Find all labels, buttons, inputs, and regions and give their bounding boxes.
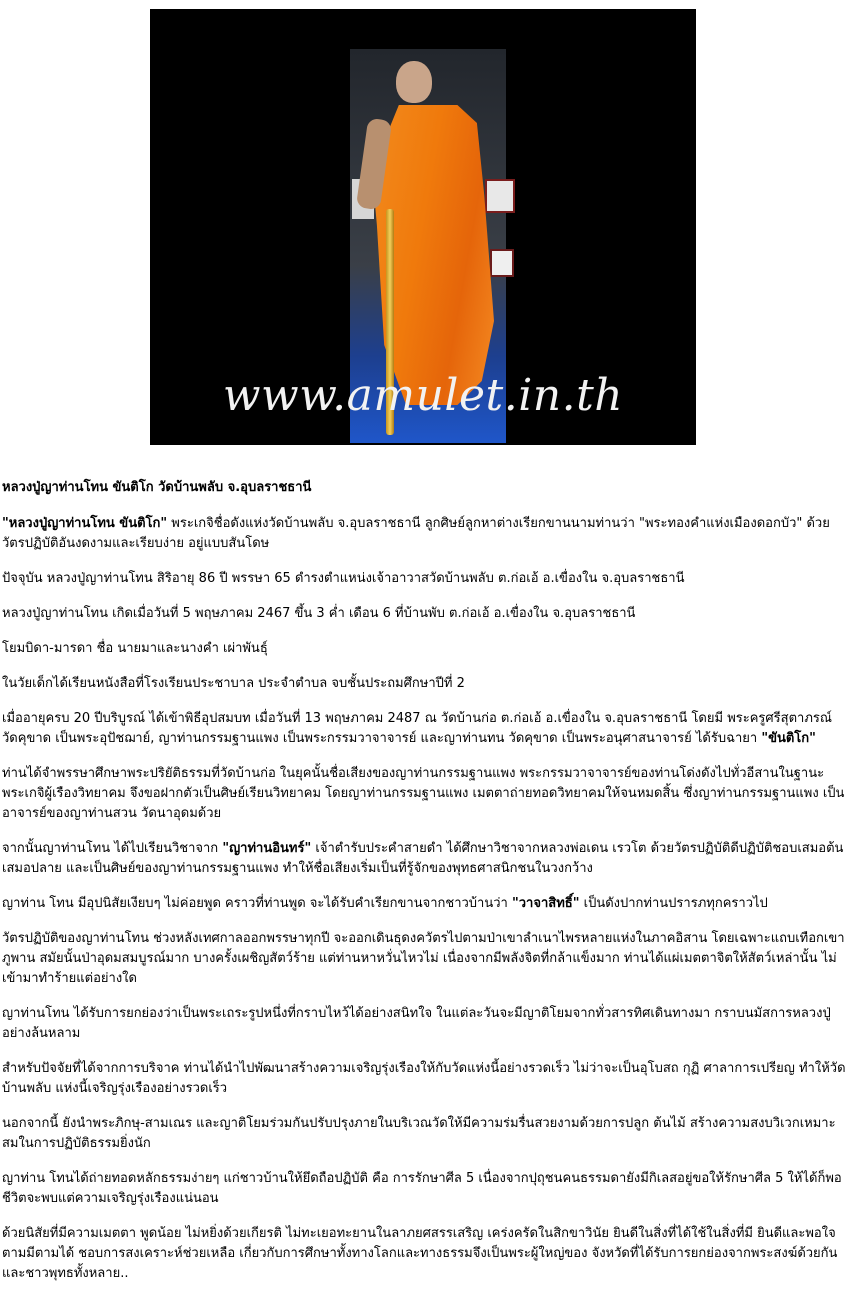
paragraph-teachings: ญาท่าน โทนได้ถ่ายทอดหลักธรรมง่ายๆ แก่ชาวบ้านให้ยึดถือปฏิบัติ คือ การรักษาศีล 5 เนื่องจากปุถุชนคนธรรมดายังมีกิเลสอยู่ขอให้รักษาศีล 5 ให้ได้ก็พอชีวิตจะพบแต่ความเจริญรุ่งเรืองแน่นอน (2, 1171, 842, 1206)
wall-frame-right (485, 179, 515, 213)
monastic-name-bold: "ขันติโก" (761, 731, 816, 746)
article-body (2, 478, 846, 1299)
wall-frame-right-lower (490, 249, 514, 277)
photo-watermark: www.amulet.in.th (222, 370, 624, 421)
monk-head (396, 61, 432, 103)
paragraph-reverence: ญาท่านโทน ได้รับการยกย่องว่าเป็นพระเถระรูปหนึ่งที่กราบไหว้ได้อย่างสนิทใจ ในแต่ละวันจะมีญาติโยมจากทั่วสารทิศเดินทางมา กราบนมัสการหลวงปู่อย่างล้นหลาม (2, 1006, 831, 1041)
teacher-name-bold: "ญาท่านอินทร์" (222, 841, 312, 856)
article-title: หลวงปู่ญาท่านโทน ขันติโก วัดบ้านพลับ จ.อุบลราชธานี (2, 480, 312, 495)
paragraph-current-status: ปัจจุบัน หลวงปู่ญาท่านโทน สิริอายุ 86 ปี พรรษา 65 ดำรงตำแหน่งเจ้าอาวาสวัดบ้านพลับ ต.ก่อเอ้ อ.เขื่องใน จ.อุบลราชธานี (2, 571, 685, 586)
paragraph-birth: หลวงปู่ญาท่านโทน เกิดเมื่อวันที่ 5 พฤษภาคม 2467 ขึ้น 3 ค่ำ เดือน 6 ที่บ้านพับ ต.ก่อเอ้ อ.เขื่องใน จ.อุบลราชธานี (2, 606, 636, 621)
paragraph-teachers (2, 839, 846, 879)
paragraph-study: ท่านได้จำพรรษาศึกษาพระปริยัติธรรมที่วัดบ้านก่อ ในยุคนั้นชื่อเสียงของญาท่านกรรมฐานแพง พระกรรมวาจาจารย์ของท่านโด่งดังไปทั่วอีสานในฐานะพระเกจิผู้เรืองวิทยาคม จึงขอฝากตัวเป็นศิษย์เรียนวิทยาคม โดยญาท่านกรรมฐานแพง เมตตาถ่ายทอดวิทยาคมให้จนหมดสิ้น ซึ่งญาท่านกรรมฐานแพง เป็นอาจารย์ของญาท่านสวน วัดนาอุดมด้วย (2, 766, 845, 821)
paragraph-education: ในวัยเด็กได้เรียนหนังสือที่โรงเรียนประชาบาล ประจำตำบล จบชั้นประถมศึกษาปีที่ 2 (2, 676, 465, 691)
monk-photo (150, 9, 696, 445)
paragraph-intro-text: พระเกจิชื่อดังแห่งวัดบ้านพลับ จ.อุบลราชธานี ลูกศิษย์ลูกหาต่างเรียกขานนามท่านว่า "พระทองคำแห่งเมืองดอกบัว" ด้วยวัตรปฏิบัติอันงดงามและเรียบง่าย อยู่แบบสันโดษ (2, 516, 830, 551)
paragraph-character-text-b: เป็นดังปากท่านปรารภทุกคราวไป (579, 896, 768, 911)
paragraph-temple-grounds: นอกจากนี้ ยังนำพระภิกษุ-สามเณร และญาติโยมร่วมกันปรับปรุงภายในบริเวณวัดให้มีความร่มรื่นสวยงามด้วยการปลูก ต้นไม้ สร้างความสงบวิเวกเหมาะสมในการปฏิบัติธรรมยิ่งนัก (2, 1116, 836, 1151)
paragraph-pilgrimage: วัตรปฏิบัติของญาท่านโทน ช่วงหลังเทศกาลออกพรรษาทุกปี จะออกเดินธุดงควัตรไปตามป่าเขาลำเนาไพรหลายแห่งในภาคอิสาน โดยเฉพาะแถบเทือกเขาภูพาน สมัยนั้นป่าอุดมสมบูรณ์มาก บางครั้งเผชิญสัตว์ร้าย แต่ท่านหาหวั่นไหวไม่ เนื่องจากมีพลังจิตที่กล้าแข็งมาก ท่านได้แผ่เมตตาจิตให้สัตว์เหล่านั้น ไม่เข้ามาทำร้ายแต่อย่างใด (2, 931, 845, 986)
paragraph-ordination (2, 709, 846, 749)
paragraph-teachers-text-a: จากนั้นญาท่านโทน ได้ไปเรียนวิชาจาก (2, 841, 223, 856)
paragraph-virtues: ด้วยนิสัยที่มีความเมตตา พูดน้อย ไม่หยิ่งด้วยเกียรติ ไม่ทะเยอทะยานในลาภยศสรรเสริญ เคร่งครัดในสิกขาวินัย ยินดีในสิ่งที่ได้ใช้ในสิ่งที่มี ยินดีและพอใจตามมีตามได้ ชอบการสงเคราะห์ช่วยเหลือ เกี่ยวกับการศึกษาทั้งทางโลกและทางธรรมจึงเป็นพระผู้ใหญ่ของ จังหวัดที่ได้รับการยกย่องจากพระสงฆ์ด้วยกัน และชาวพุทธทั้งหลาย.. (2, 1226, 838, 1281)
paragraph-character (2, 894, 846, 914)
paragraph-parents: โยมบิดา-มารดา ชื่อ นายมาและนางคำ เผ่าพันธุ์ (2, 641, 268, 656)
monk-name-bold: "หลวงปู่ญาท่านโทน ขันติโก" (2, 516, 168, 531)
paragraph-teachers-text-b: เจ้าตำรับประคำสายดำ ได้ศึกษาวิชาจากหลวงพ่อเดน เรวโต ด้วยวัตรปฏิบัติดีปฏิบัติชอบเสมอต้นเสมอปลาย และเป็นศิษย์ของญาท่านกรรมฐานแพง ทำให้ชื่อเสียงเริ่มเป็นที่รู้จักของพุทธศาสนิกชนในวงกว้าง (2, 841, 844, 876)
paragraph-character-text-a: ญาท่าน โทน มีอุปนิสัยเงียบๆ ไม่ค่อยพูด คราวที่ท่านพูด จะได้รับคำเรียกขานจากชาวบ้านว่า (2, 896, 512, 911)
vaja-sit-bold: "วาจาสิทธิ์" (511, 896, 580, 911)
paragraph-donations: สำหรับปัจจัยที่ได้จากการบริจาค ท่านได้นำไปพัฒนาสร้างความเจริญรุ่งเรืองให้กับวัดแห่งนี้อย่างรวดเร็ว ไม่ว่าจะเป็นอุโบสถ กุฏิ ศาลาการเปรียญ ทำให้วัดบ้านพลับ แห่งนี้เจริญรุ่งเรืองอย่างรวดเร็ว (2, 1061, 846, 1096)
paragraph-ordination-text: เมื่ออายุครบ 20 ปีบริบูรณ์ ได้เข้าพิธีอุปสมบท เมื่อวันที่ 13 พฤษภาคม 2487 ณ วัดบ้านก่อ ต.ก่อเอ้ อ.เขื่องใน จ.อุบลราชธานี โดยมี พระครูศรีสุตาภรณ์ วัดคุขาด เป็นพระอุปัชฌาย์, ญาท่านกรรมฐานแพง เป็นพระกรรมวาจาจารย์ และญาท่านทน วัดคุขาด เป็นพระอนุศาสนาจารย์ ได้รับฉายา (2, 711, 832, 746)
paragraph-intro (2, 514, 846, 554)
